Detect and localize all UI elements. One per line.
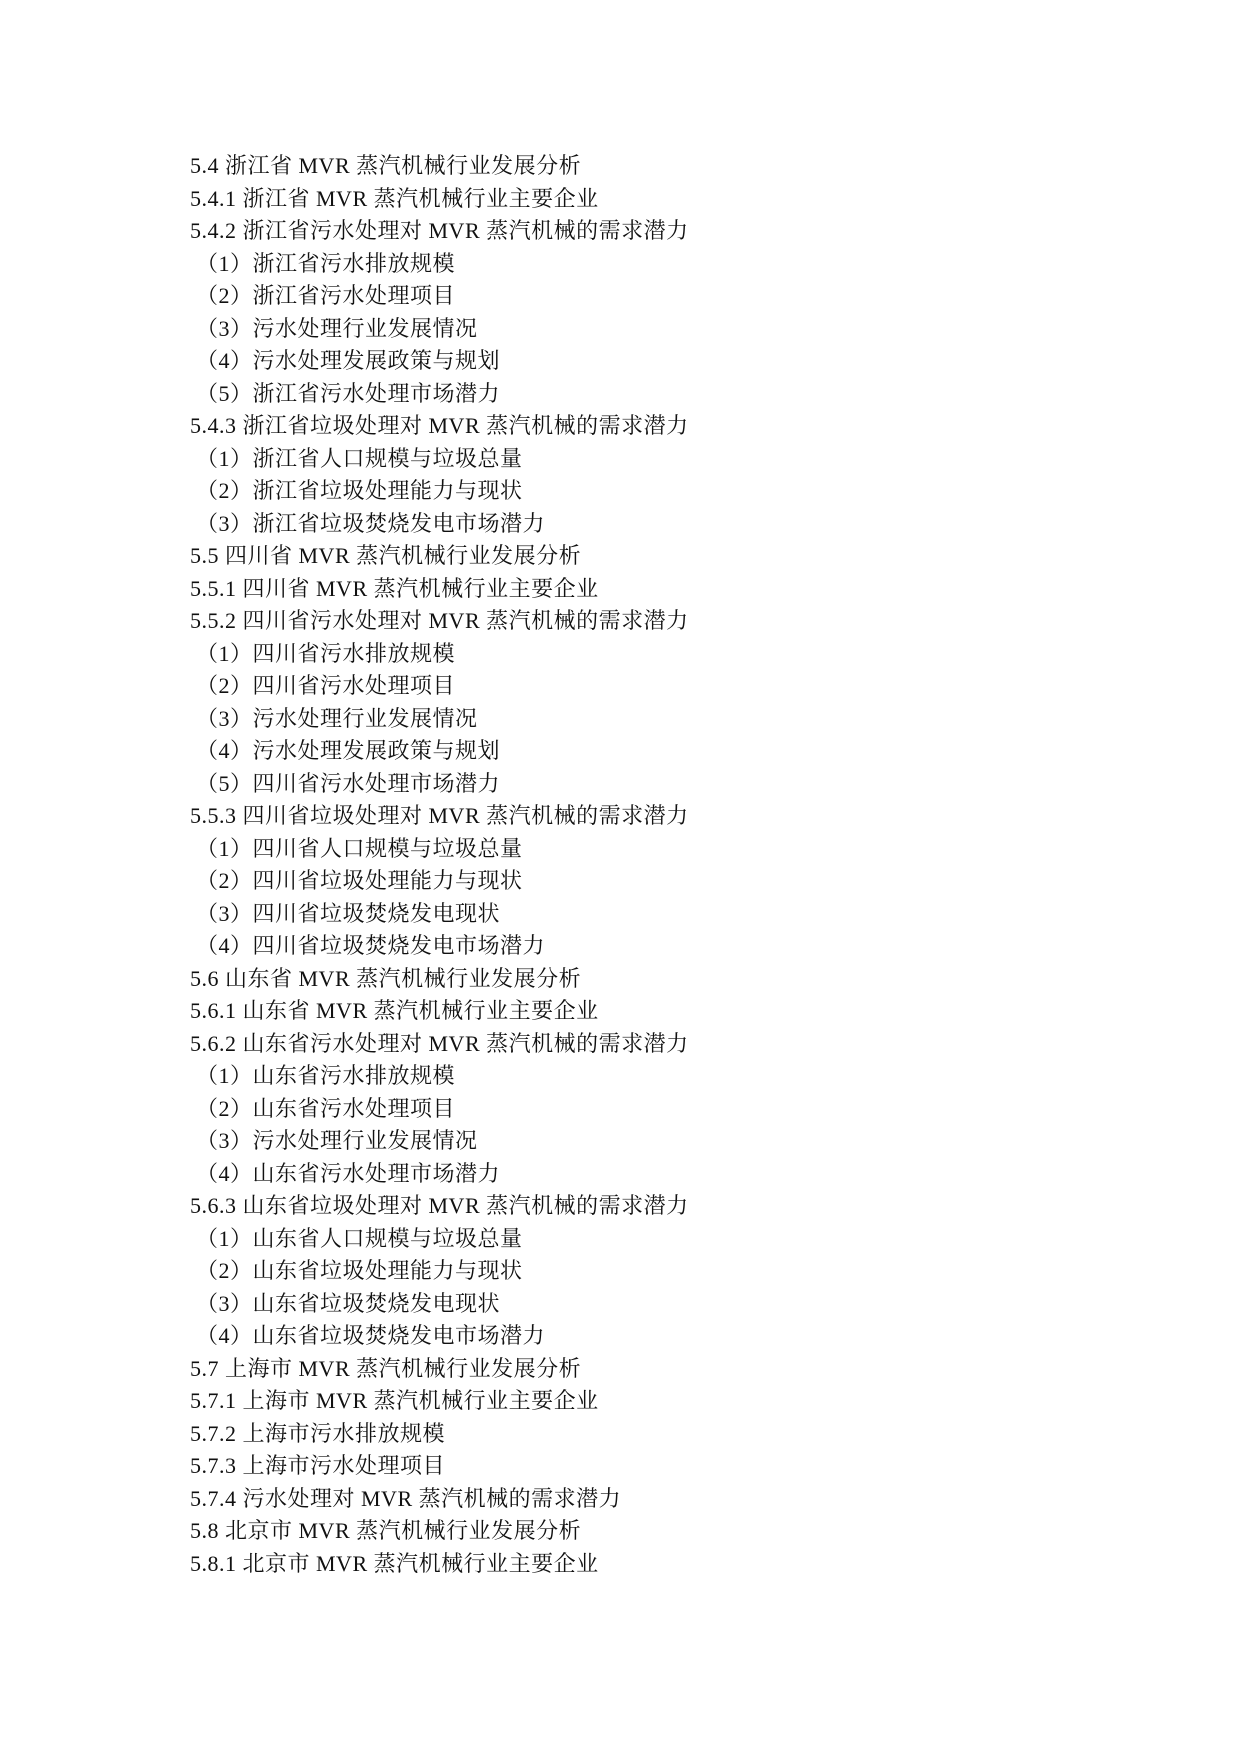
toc-heading: 5.8 北京市 MVR 蒸汽机械行业发展分析 bbox=[190, 1518, 582, 1543]
toc-heading: 5.7.4 污水处理对 MVR 蒸汽机械的需求潜力 bbox=[190, 1485, 622, 1511]
toc-heading: 5.6.3 山东省垃圾处理对 MVR 蒸汽机械的需求潜力 bbox=[190, 1193, 689, 1218]
toc-subitem: （4）山东省污水处理市场潜力 bbox=[196, 1160, 501, 1186]
toc-subitem: （1）浙江省人口规模与垃圾总量 bbox=[196, 445, 523, 471]
toc-heading: 5.5.3 四川省垃圾处理对 MVR 蒸汽机械的需求潜力 bbox=[190, 803, 689, 828]
toc-subitem: （2）四川省垃圾处理能力与现状 bbox=[196, 868, 523, 893]
toc-heading: 5.4.3 浙江省垃圾处理对 MVR 蒸汽机械的需求潜力 bbox=[190, 413, 689, 438]
toc-heading: 5.4 浙江省 MVR 蒸汽机械行业发展分析 bbox=[190, 153, 582, 178]
toc-subitem: （3）山东省垃圾焚烧发电现状 bbox=[196, 1290, 501, 1316]
toc-heading: 5.7.3 上海市污水处理项目 bbox=[190, 1453, 446, 1478]
toc-subitem: （4）污水处理发展政策与规划 bbox=[196, 348, 501, 373]
toc-subitem: （4）山东省垃圾焚烧发电市场潜力 bbox=[196, 1323, 546, 1348]
toc-subitem: （1）四川省污水排放规模 bbox=[196, 640, 456, 666]
toc-subitem: （3）四川省垃圾焚烧发电现状 bbox=[196, 900, 501, 926]
toc-subitem: （2）浙江省垃圾处理能力与现状 bbox=[196, 478, 523, 503]
toc-subitem: （4）四川省垃圾焚烧发电市场潜力 bbox=[196, 933, 546, 958]
toc-heading: 5.5 四川省 MVR 蒸汽机械行业发展分析 bbox=[190, 543, 582, 568]
toc-subitem: （3）污水处理行业发展情况 bbox=[196, 1128, 478, 1153]
toc-subitem: （5）浙江省污水处理市场潜力 bbox=[196, 380, 501, 406]
toc-heading: 5.5.1 四川省 MVR 蒸汽机械行业主要企业 bbox=[190, 575, 599, 601]
toc-subitem: （1）山东省污水排放规模 bbox=[196, 1063, 456, 1088]
toc-subitem: （3）浙江省垃圾焚烧发电市场潜力 bbox=[196, 510, 546, 536]
toc-heading: 5.5.2 四川省污水处理对 MVR 蒸汽机械的需求潜力 bbox=[190, 608, 689, 633]
toc-heading: 5.4.1 浙江省 MVR 蒸汽机械行业主要企业 bbox=[190, 185, 599, 211]
toc-subitem: （2）浙江省污水处理项目 bbox=[196, 283, 456, 308]
toc-heading: 5.8.1 北京市 MVR 蒸汽机械行业主要企业 bbox=[190, 1550, 599, 1576]
toc-subitem: （3）污水处理行业发展情况 bbox=[196, 705, 478, 731]
toc-heading: 5.6 山东省 MVR 蒸汽机械行业发展分析 bbox=[190, 965, 582, 991]
toc-subitem: （1）浙江省污水排放规模 bbox=[196, 250, 456, 276]
toc-subitem: （4）污水处理发展政策与规划 bbox=[196, 738, 501, 763]
toc-subitem: （1）山东省人口规模与垃圾总量 bbox=[196, 1225, 523, 1251]
toc-heading: 5.7.1 上海市 MVR 蒸汽机械行业主要企业 bbox=[190, 1388, 599, 1413]
toc-subitem: （5）四川省污水处理市场潜力 bbox=[196, 770, 501, 796]
toc-heading: 5.7.2 上海市污水排放规模 bbox=[190, 1420, 446, 1446]
toc-heading: 5.4.2 浙江省污水处理对 MVR 蒸汽机械的需求潜力 bbox=[190, 218, 689, 243]
toc-heading: 5.6.2 山东省污水处理对 MVR 蒸汽机械的需求潜力 bbox=[190, 1030, 689, 1056]
toc-subitem: （3）污水处理行业发展情况 bbox=[196, 315, 478, 341]
toc-heading: 5.7 上海市 MVR 蒸汽机械行业发展分析 bbox=[190, 1355, 582, 1381]
toc-subitem: （2）山东省垃圾处理能力与现状 bbox=[196, 1258, 523, 1283]
toc-subitem: （1）四川省人口规模与垃圾总量 bbox=[196, 835, 523, 861]
toc-subitem: （2）山东省污水处理项目 bbox=[196, 1095, 456, 1121]
toc-subitem: （2）四川省污水处理项目 bbox=[196, 673, 456, 698]
table-of-contents bbox=[190, 150, 689, 1580]
toc-heading: 5.6.1 山东省 MVR 蒸汽机械行业主要企业 bbox=[190, 998, 599, 1023]
